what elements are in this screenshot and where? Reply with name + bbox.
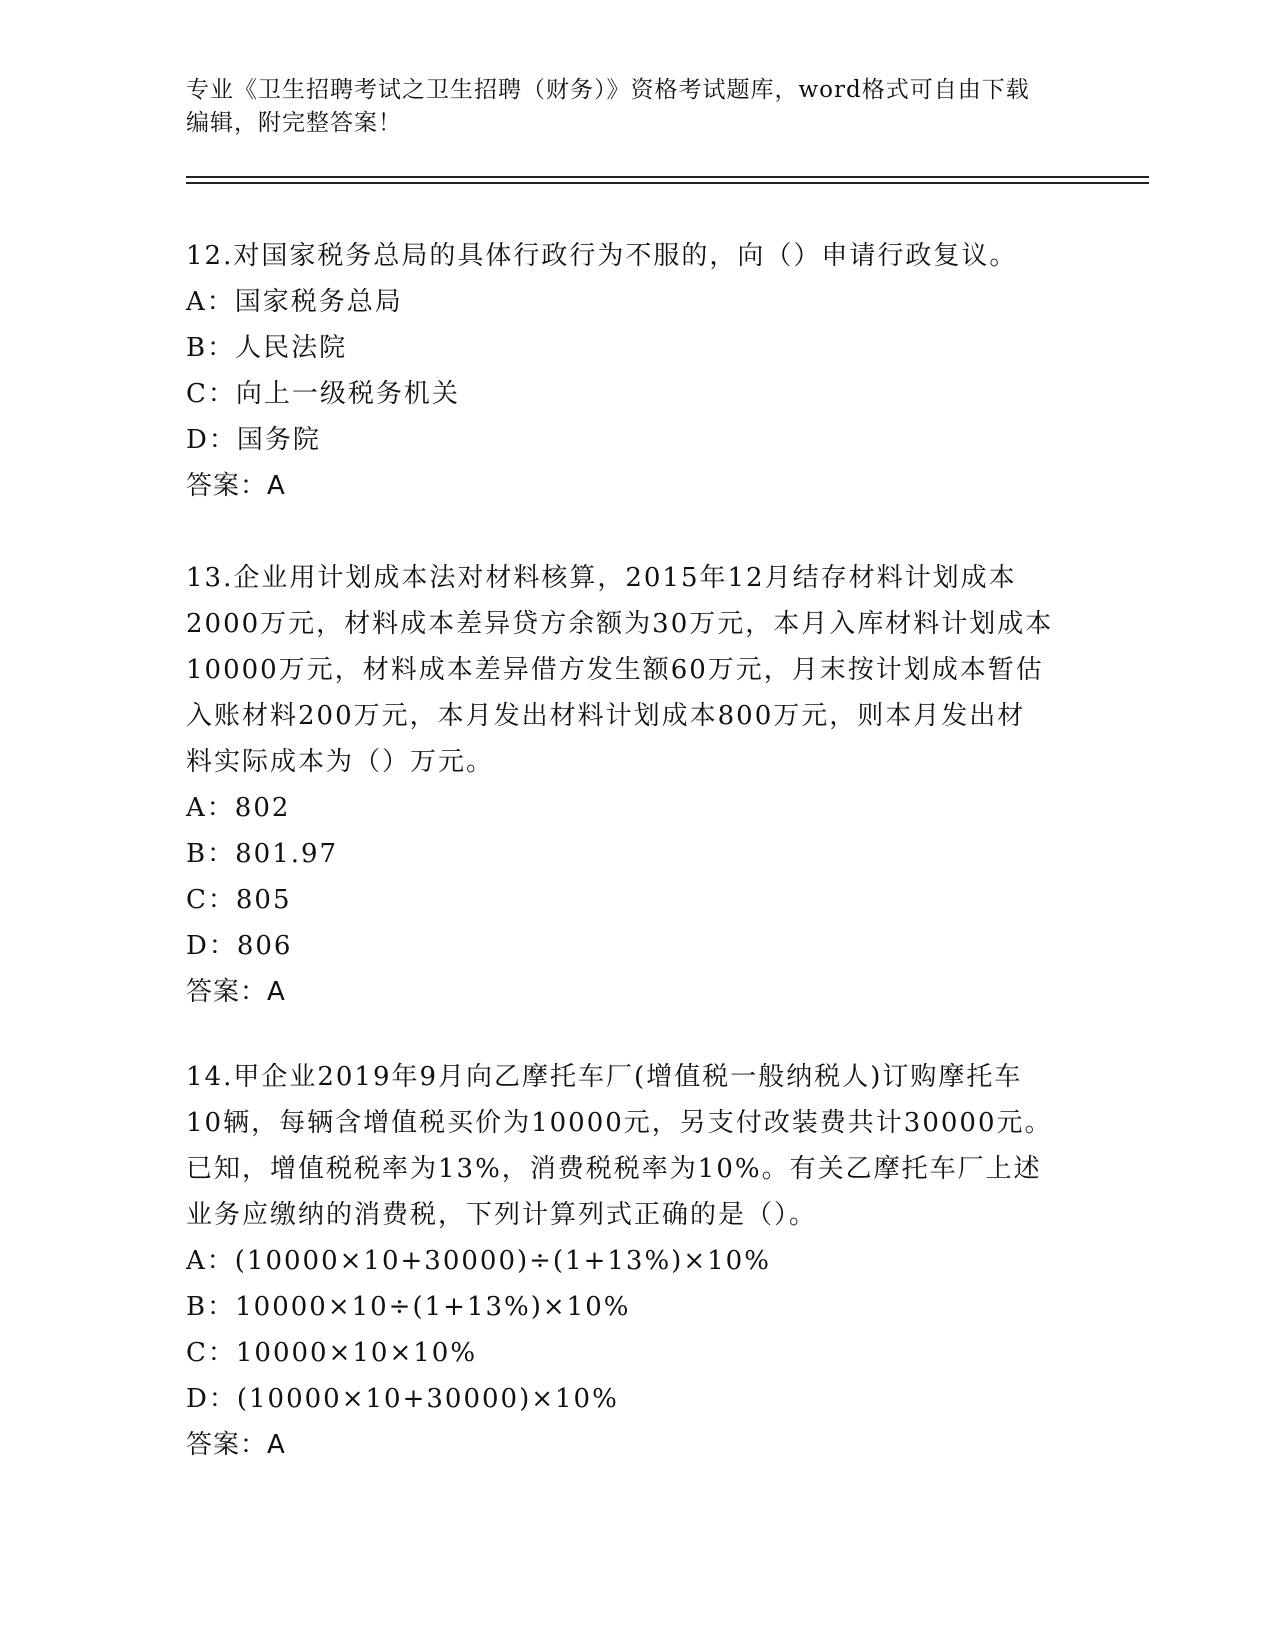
option-c: C：10000×10×10% — [186, 1338, 478, 1368]
option-d: D：806 — [186, 931, 293, 961]
option-a: A：(10000×10+30000)÷(1+13%)×10% — [186, 1246, 771, 1276]
header-divider-top — [186, 176, 1149, 178]
document-header — [186, 74, 1086, 140]
question-14 — [186, 1054, 1086, 1468]
option-c: C：805 — [186, 885, 292, 915]
question-stem-line: 14.甲企业2019年9月向乙摩托车厂(增值税一般纳税人)订购摩托车 — [186, 1062, 1023, 1092]
option-b: B：801.97 — [186, 839, 339, 869]
header-line-1: 专业《卫生招聘考试之卫生招聘（财务）》资格考试题库，word格式可自由下载 — [186, 77, 1030, 103]
answer-line: 答案：A — [186, 471, 286, 501]
answer-line: 答案：A — [186, 1430, 286, 1460]
question-stem-line: 已知，增值税税率为13%，消费税税率为10%。有关乙摩托车厂上述 — [186, 1154, 1042, 1184]
question-stem-line: 业务应缴纳的消费税，下列计算列式正确的是（）。 — [186, 1200, 818, 1230]
option-a: A：802 — [186, 793, 291, 823]
option-b: B：人民法院 — [186, 333, 348, 363]
question-stem-line: 2000万元，材料成本差异贷方余额为30万元，本月入库材料计划成本 — [186, 609, 1054, 639]
question-13 — [186, 555, 1086, 1015]
question-stem-line: 入账材料200万元，本月发出材料计划成本800万元，则本月发出材 — [186, 701, 1026, 731]
question-stem: 12.对国家税务总局的具体行政行为不服的，向（）申请行政复议。 — [186, 241, 1018, 271]
question-stem-line: 13.企业用计划成本法对材料核算，2015年12月结存材料计划成本 — [186, 563, 1017, 593]
option-b: B：10000×10÷(1+13%)×10% — [186, 1292, 631, 1322]
question-stem-line: 料实际成本为（）万元。 — [186, 747, 495, 777]
option-c: C：向上一级税务机关 — [186, 379, 460, 409]
question-12 — [186, 233, 1086, 509]
header-line-2: 编辑，附完整答案！ — [186, 110, 402, 136]
question-stem-line: 10辆，每辆含增值税买价为10000元，另支付改装费共计30000元。 — [186, 1108, 1053, 1138]
answer-line: 答案：A — [186, 977, 286, 1007]
option-a: A：国家税务总局 — [186, 287, 403, 317]
option-d: D：(10000×10+30000)×10% — [186, 1384, 619, 1414]
question-stem-line: 10000万元，材料成本差异借方发生额60万元，月末按计划成本暂估 — [186, 655, 1044, 685]
header-divider-bottom — [186, 182, 1149, 184]
option-d: D：国务院 — [186, 425, 321, 455]
